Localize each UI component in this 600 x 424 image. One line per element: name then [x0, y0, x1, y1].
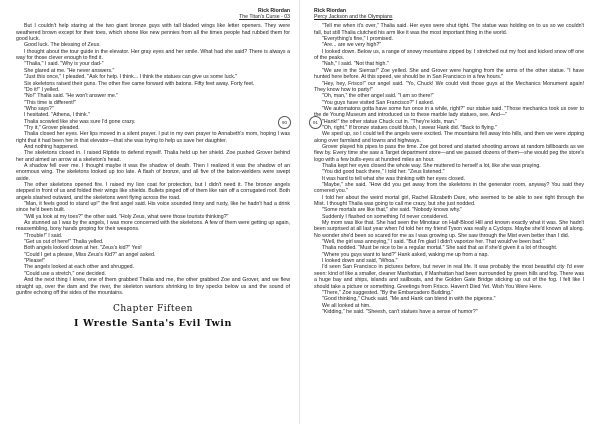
paragraph: Thalia closed her eyes. Her lips moved in a silent prayer. I put in my own prayer to Annabeth's mom, hoping I was right that it had been her in that elevator—that she was trying to help us save her daughter.: [16, 131, 290, 144]
chapter-title: I Wrestle Santa's Evil Twin: [74, 318, 232, 330]
paragraph: I looked down and said, "Whoa.": [322, 258, 398, 265]
right-page-header: [314, 8, 584, 20]
paragraph: The angels looked at each other and shrugged.: [24, 264, 135, 271]
left-header-title: Rick Riordan: [258, 8, 290, 14]
right-header-subtitle: Percy Jackson and the Olympians: [314, 14, 393, 21]
chapter-label: Chapter Fifteen: [113, 304, 193, 315]
paragraph: "You guys have visited San Francisco?" I asked.: [322, 99, 435, 106]
paragraph: "Hey, hey, Frisco!" our angel said. "Yo, Chuck! We could visit those guys at the Mechanics Monument again! They know how to party!": [314, 80, 584, 93]
paragraph: "Some mortals are like that," she said. "Nobody knows why.": [322, 207, 463, 214]
paragraph: "Tell me when it's over," Thalia said. Her eyes were shut tight. The statue was holding on to us so we couldn't fall, but still Thalia clutched his arm like it was the most important thing in the world.: [314, 23, 584, 36]
paragraph: "Just this once," I pleaded. "Ask for help. I think... I think the statues can give us some luck.": [24, 74, 238, 81]
paragraph: "Do it!" I yelled.: [24, 86, 60, 93]
paragraph: "Are... are we very high?": [322, 42, 382, 49]
paragraph: I thought about the tour guide in the elevator. Her gray eyes and her smile. What had she said? There is always a way for those clever enough to find it.: [16, 48, 290, 62]
paragraph: Good luck. The blessing of Zeus.: [24, 42, 101, 49]
left-page-header: [16, 8, 290, 20]
paragraph: "There," Zoe suggested. "By the Embarcadero Building.": [322, 289, 454, 296]
paragraph: My mom was like that. She had seen the Minotaur on Half-Blood Hill and known exactly what it was. She hadn't been surprised at all last year when I'd told her my friend Tyson was really a Cyclops. Maybe she'd known all along. No wonder she'd been so scared for me as I was growing up. She saw through the Mist even better than I did.: [314, 220, 584, 239]
paragraph: A shadow fell over me. I thought maybe it was the shadow of death. Then I realized it was the shadow of an enormous wing. The skeletons looked up too late. A flash of bronze, and all five of the baton-wielders were swept aside.: [16, 162, 290, 182]
paragraph: "Please!": [24, 258, 46, 265]
paragraph: "Nah," I said. "Not that high.": [322, 61, 389, 68]
paragraph: Suddenly I flashed on something I'd never considered.: [322, 213, 449, 220]
left-page-number: 90: [278, 116, 291, 129]
paragraph: "Well, the girl was annoying," I said. "But I'm glad I didn't vaporize her. That would've been bad.": [322, 239, 545, 246]
paragraph: I'd seen San Francisco in pictures before, but never in real life. It was probably the most beautiful city I'd ever seen: kind of like a smaller, cleaner Manhattan, if Manhattan had been surrounded by green hills and fog. There was a huge bay and ships, islands and sailboats, and the Golden Gate Bridge sticking up out of the fog. I felt like I should take a picture or something. Greetings from Frisco. Haven't Died Yet. Wish You Were Here.: [314, 264, 584, 290]
paragraph: I looked down. Below us, a range of snowy mountains zipped by. I stretched out my foot and kicked snow off one of the peaks.: [314, 48, 584, 62]
left-page-body: [16, 23, 290, 296]
paragraph: I hesitated. "Athena, I think.": [24, 112, 90, 119]
paragraph: And nothing happened.: [24, 143, 79, 150]
paragraph: We all looked at him.: [322, 302, 371, 309]
paragraph: Both angels looked down at her. "Zeus's kid?" Yes!: [24, 245, 142, 252]
paragraph: The other skeletons opened fire. I raised my lion coat for protection, but I didn't need it. The bronze angels stepped in front of us and folded their wings like shields. Bullets pinged off of them like rain off a corrugated roof. Both angels slashed outward, and the skeletons went flying across the road.: [16, 182, 290, 201]
right-page-body: [314, 23, 584, 315]
paragraph: "Will ya look at my toes?" the other said. "Holy Zeus, what were those tourists thinking?": [24, 213, 229, 220]
paragraph: "Where you guys want to land?" Hank asked, waking me up from a nap.: [322, 251, 489, 258]
paragraph: "No!" Thalia said. "He won't answer me.": [24, 93, 119, 100]
paragraph: "Thalia," I said. "Why is your dad-": [24, 61, 104, 68]
paragraph: Six skeletons raised their guns. The other five came forward with batons. Fifty feet away. Forty feet.: [24, 80, 255, 87]
paragraph: "You did good back there," I told her. "Zeus listened.": [322, 169, 445, 176]
left-header-subtitle: The Titan's Curse - 03: [239, 14, 290, 21]
paragraph: Thalia nodded. "Must be nice to be a regular mortal." She said that as if she'd given it a lot of thought.: [322, 245, 558, 252]
paragraph: "Oh, right." If bronze statues could blush, I swear Hank did. "Back to flying.": [322, 124, 497, 131]
paragraph: Thalia scowled like she was sure I'd gone crazy.: [24, 118, 136, 125]
paragraph: I told her about the weird mortal girl, Rachel Elizabeth Dare, who seemed to be able to see right through the Mist. I thought Thalia was going to call me crazy, but she just nodded.: [314, 194, 584, 208]
paragraph: And the next thing I knew, one of them grabbed Thalia and me, the other grabbed Zoe and Grover, and we flew straight up, over the dam and the river, the skeleton warriors shrinking to tiny specks below us and the sound of gunfire echoing off the sides of the mountains.: [16, 277, 290, 296]
paragraph: She glared at me. "He never answers.": [24, 67, 115, 74]
right-page-number: 91: [309, 116, 322, 129]
paragraph: But I couldn't help staring at the two giant bronze guys with tall bladed wings like letter openers. They were weathered brown except for their toes, which shone like new pennies from all the times people had rubbed them for good luck.: [16, 23, 290, 43]
paragraph: "Man, it feels good to stand up!" the first angel said. His voice sounded tinny and rusty, like he hadn't had a drink since he'd been built.: [16, 201, 290, 214]
paragraph: "We are in the Sierras!" Zoe yelled. She and Grover were hanging from the arms of the other statue. "I have hunted here before. At this speed, we should be in San Francisco in a few hours.": [314, 67, 584, 81]
paragraph: "Get us out of here!" Thalia yelled.: [24, 239, 104, 246]
paragraph: "Good thinking," Chuck said. "Me and Hank can blend in with the pigeons.": [322, 296, 496, 303]
right-header-title: Rick Riordan: [314, 8, 346, 14]
paragraph: "Kidding," he said. "Sheesh, can't statues have a sense of humor?": [322, 308, 478, 315]
paragraph: "Try it," Grover pleaded.: [24, 124, 80, 131]
right-page: [300, 0, 600, 424]
paragraph: The skeletons closed in. I raised Riptide to defend myself. Thalia held up her shield. Zoe pushed Grover behind her and aimed an arrow at a skeleton's head.: [16, 150, 290, 163]
paragraph: Grover played his pipes to pass the time. Zoe got bored and started shooting arrows at random billboards as we flew by. Every time she saw a Target department store—and we passed dozens of them—she would peg the store's logo with a few bulls-eyes at hundred miles an hour.: [314, 143, 584, 163]
paragraph: "Who says?": [24, 105, 54, 112]
paragraph: "Hank!" the other statue Chuck cut in. "They're kids, man.": [322, 118, 458, 125]
paragraph: Thalia kept her eyes closed the whole way. She muttered to herself a lot, like she was praying.: [322, 162, 541, 169]
paragraph: It was hard to tell what she was thinking with her eyes closed.: [322, 175, 465, 182]
paragraph: "Trouble!" I said.: [24, 232, 63, 239]
paragraph: "Could I get a please, Miss Zeus's Kid?" an angel asked.: [24, 251, 156, 258]
paragraph: "We automatons gotta have some fun once in a while, right?" our statue said. "Those mechanics took us over to the de Young Museum and introduced us to these marble lady statues, see. And—": [314, 105, 584, 119]
paragraph: As stunned as I was by the angels, I was more concerned with the skeletons. A few of them were getting up again, reassembling, bony hands groping for their weapons.: [16, 220, 290, 233]
paragraph: "Everything's fine," I promised.: [322, 36, 393, 43]
paragraph: "Maybe," she said. "How did you get away from the skeletons in the generator room, anyway? You said they cornered you.": [314, 182, 584, 195]
paragraph: "Oh, man," the other angel said. "I am so there!": [322, 93, 434, 100]
paragraph: We sped up, so I could tell the angels were excited. The mountains fell away into hills, and then we were zipping along over farmland and towns and highways.: [314, 131, 584, 144]
paragraph: "Could use a stretch," one decided.: [24, 270, 106, 277]
paragraph: "This time is different!": [24, 99, 77, 106]
